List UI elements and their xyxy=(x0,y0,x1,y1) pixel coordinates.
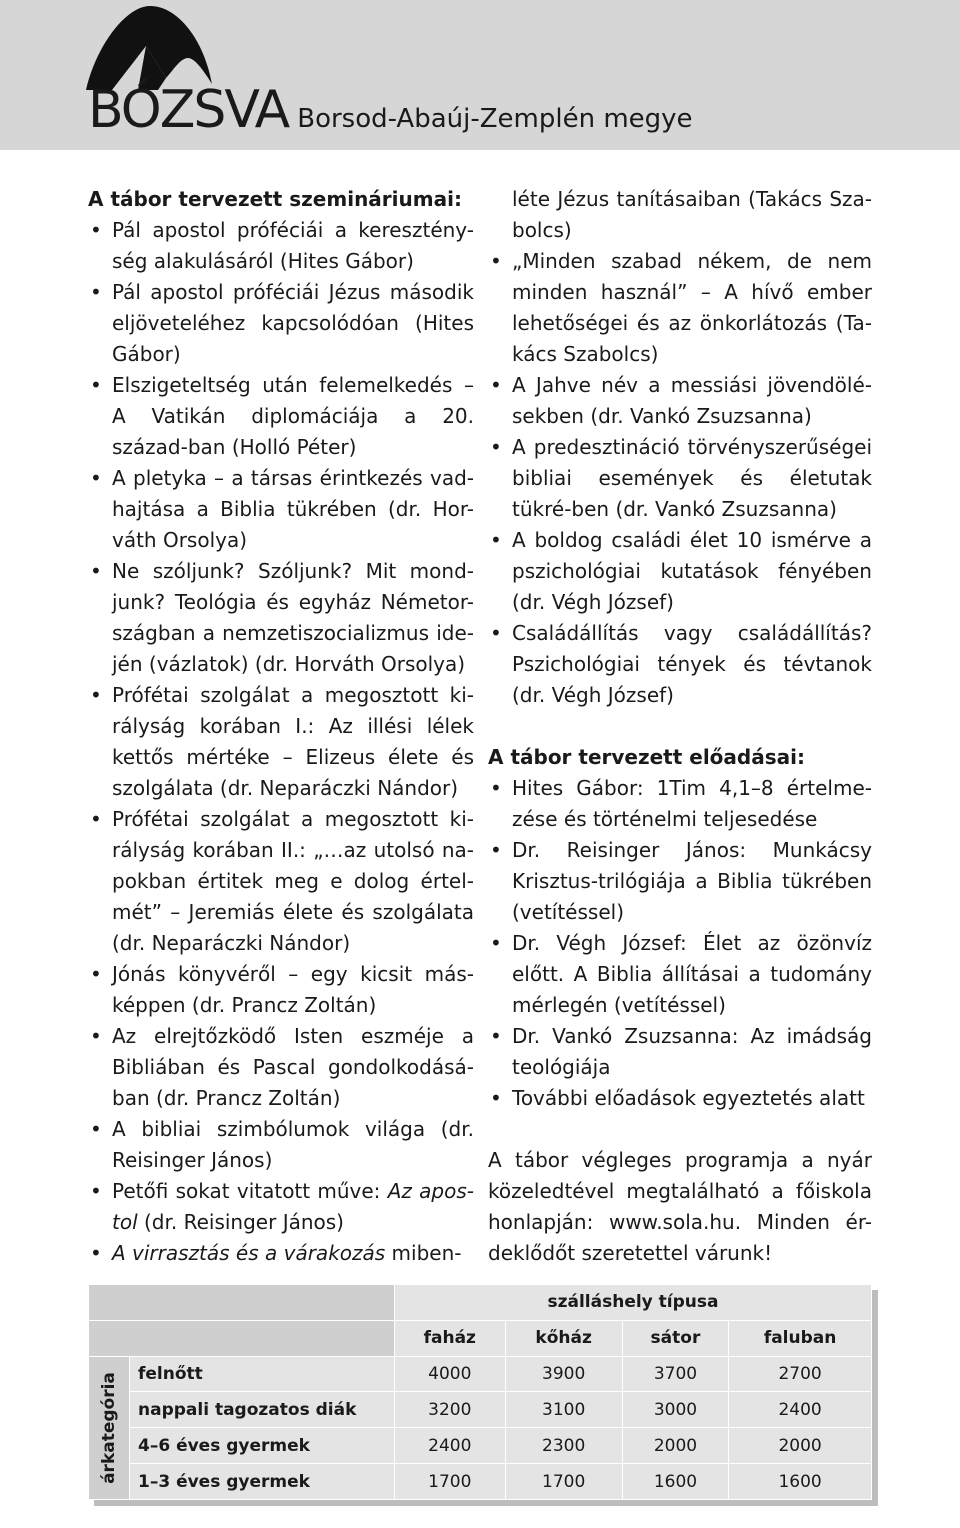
seminar-item: • „Minden szabad nékem, de nem minden használ” – A hívő ember lehetőségei és az önkorlátozás (Ta-kács Szabolcs) xyxy=(488,246,872,370)
price-cell: 2400 xyxy=(729,1392,872,1428)
price-cell: 2400 xyxy=(395,1428,506,1464)
vigil-title: A virrasztás és a várakozás xyxy=(112,1241,386,1265)
vigil-text: miben- xyxy=(391,1241,462,1265)
seminar-item: • A Jahve név a messiási jövendölé-sekben (dr. Vankó Zsuzsanna) xyxy=(488,370,872,432)
left-column xyxy=(88,184,474,1269)
page-title: BÓZSVA xyxy=(88,80,289,140)
mountain-logo-icon xyxy=(86,6,212,90)
lecture-item: • Dr. Reisinger János: Munkácsy Krisztus-trilógiája a Biblia tükrében (vetítéssel) xyxy=(488,835,872,928)
price-cell: 2000 xyxy=(729,1428,872,1464)
seminar-item: • Ne szóljunk? Szóljunk? Mit mond-junk? Teológia és egyház Németor-szágban a nemzetiszocializmus ide-jén (vázlatok) (dr. Horváth Orsolya) xyxy=(88,556,474,680)
price-cell: 3100 xyxy=(505,1392,622,1428)
column-header: sátor xyxy=(622,1320,728,1356)
seminar-list xyxy=(88,215,474,1269)
seminar-item: • A predesztináció törvényszerűségei bibliai események és életutak tükré-ben (dr. Vankó Zsuzsanna) xyxy=(488,432,872,525)
price-cell: 3200 xyxy=(395,1392,506,1428)
seminar-item: • A boldog családi élet 10 ismérve a pszichológiai kutatások fényében (dr. Végh József) xyxy=(488,525,872,618)
row-label: felnőtt xyxy=(130,1356,395,1392)
seminar-item: • Pál apostol próféciái Jézus második eljöveteléhez kapcsolódóan (Hites Gábor) xyxy=(88,277,474,370)
seminar-item: • Jónás könyvéről – egy kicsit más-képpen (dr. Prancz Zoltán) xyxy=(88,959,474,1021)
row-label: 4–6 éves gyermek xyxy=(130,1428,395,1464)
price-cell: 2700 xyxy=(729,1356,872,1392)
seminar-item-vigil xyxy=(88,1238,474,1269)
price-cell: 2000 xyxy=(622,1428,728,1464)
price-cell: 1700 xyxy=(395,1464,506,1500)
seminar-item: • Családállítás vagy családállítás? Pszichológiai tények és tévtanok (dr. Végh József) xyxy=(488,618,872,711)
row-label: 1–3 éves gyermek xyxy=(130,1464,395,1500)
seminar-item: • Prófétai szolgálat a megosztott ki-rályság korában II.: „…az utolsó na-pokban értitek meg e dolog értel-mét” – Jeremiás élete és szolgálata (dr. Neparáczki Nándor) xyxy=(88,804,474,959)
seminars-heading: A tábor tervezett szemináriumai: xyxy=(88,187,462,211)
table-row xyxy=(89,1356,872,1392)
seminar-continuation: léte Jézus tanításaiban (Takács Sza-bolcs) xyxy=(512,187,872,242)
lodging-type-header: szálláshely típusa xyxy=(395,1285,872,1321)
lectures-heading: A tábor tervezett előadásai: xyxy=(488,745,805,769)
seminar-item: • A bibliai szimbólumok világa (dr. Reisinger János) xyxy=(88,1114,474,1176)
closing-paragraph: A tábor végleges programja a nyár közeledtével megtalálható a főiskola honlapján: www.sola.hu. Minden ér-deklődőt szeretettel várunk! xyxy=(488,1148,872,1265)
price-cell: 1600 xyxy=(622,1464,728,1500)
price-cell: 2300 xyxy=(505,1428,622,1464)
price-cell: 1700 xyxy=(505,1464,622,1500)
price-category-cell xyxy=(89,1356,130,1499)
lecture-item: • Dr. Vankó Zsuzsanna: Az imádság teológiája xyxy=(488,1021,872,1083)
lecture-item: • További előadások egyeztetés alatt xyxy=(488,1083,872,1114)
price-table xyxy=(88,1284,872,1500)
right-column xyxy=(488,184,872,1269)
seminar-list-continued xyxy=(488,246,872,711)
price-cell: 3900 xyxy=(505,1356,622,1392)
petofi-work-title: Az apos-tol xyxy=(112,1179,474,1234)
page-header xyxy=(0,0,960,150)
seminar-item: • Prófétai szolgálat a megosztott ki-rályság korában I.: Az illési lélek kettős mértéke – Elizeus élete és szolgálata (dr. Neparáczki Nándor) xyxy=(88,680,474,804)
column-header: faluban xyxy=(729,1320,872,1356)
table-row xyxy=(89,1392,872,1428)
seminar-item-petofi xyxy=(88,1176,474,1238)
petofi-text: Petőfi sokat vitatott műve: xyxy=(112,1179,381,1203)
price-cell: 3700 xyxy=(622,1356,728,1392)
table-column-header-row xyxy=(89,1320,872,1356)
seminar-item: • Az elrejtőzködő Isten eszméje a Bibliában és Pascal gondolkodásá-ban (dr. Prancz Zoltán) xyxy=(88,1021,474,1114)
seminar-item: • Elszigeteltség után felemelkedés – A Vatikán diplomáciája a 20. század-ban (Holló Péter) xyxy=(88,370,474,463)
price-cell: 1600 xyxy=(729,1464,872,1500)
price-cell: 4000 xyxy=(395,1356,506,1392)
seminar-item: • Pál apostol próféciái a keresztény-ség alakulásáról (Hites Gábor) xyxy=(88,215,474,277)
table-row xyxy=(89,1464,872,1500)
table-header-group-row xyxy=(89,1285,872,1321)
lecture-list xyxy=(488,773,872,1114)
table-corner xyxy=(89,1285,395,1321)
row-label: nappali tagozatos diák xyxy=(130,1392,395,1428)
column-header: faház xyxy=(395,1320,506,1356)
lecture-item: • Dr. Végh József: Élet az özönvíz előtt. A Biblia állításai a tudomány mérlegén (vetítéssel) xyxy=(488,928,872,1021)
table-row xyxy=(89,1428,872,1464)
table-corner-2 xyxy=(89,1320,395,1356)
seminar-item: • A pletyka – a társas érintkezés vad-hajtása a Biblia tükrében (dr. Hor-váth Orsolya) xyxy=(88,463,474,556)
price-table-wrapper xyxy=(88,1284,872,1500)
column-header: kőház xyxy=(505,1320,622,1356)
title-row xyxy=(88,80,693,140)
petofi-author: (dr. Reisinger János) xyxy=(144,1210,344,1234)
page-subtitle: Borsod-Abaúj-Zemplén megye xyxy=(297,104,693,134)
lecture-item: • Hites Gábor: 1Tim 4,1–8 értelme-zése és történelmi teljesedése xyxy=(488,773,872,835)
price-cell: 3000 xyxy=(622,1392,728,1428)
price-category-label: árkategória xyxy=(99,1371,119,1484)
